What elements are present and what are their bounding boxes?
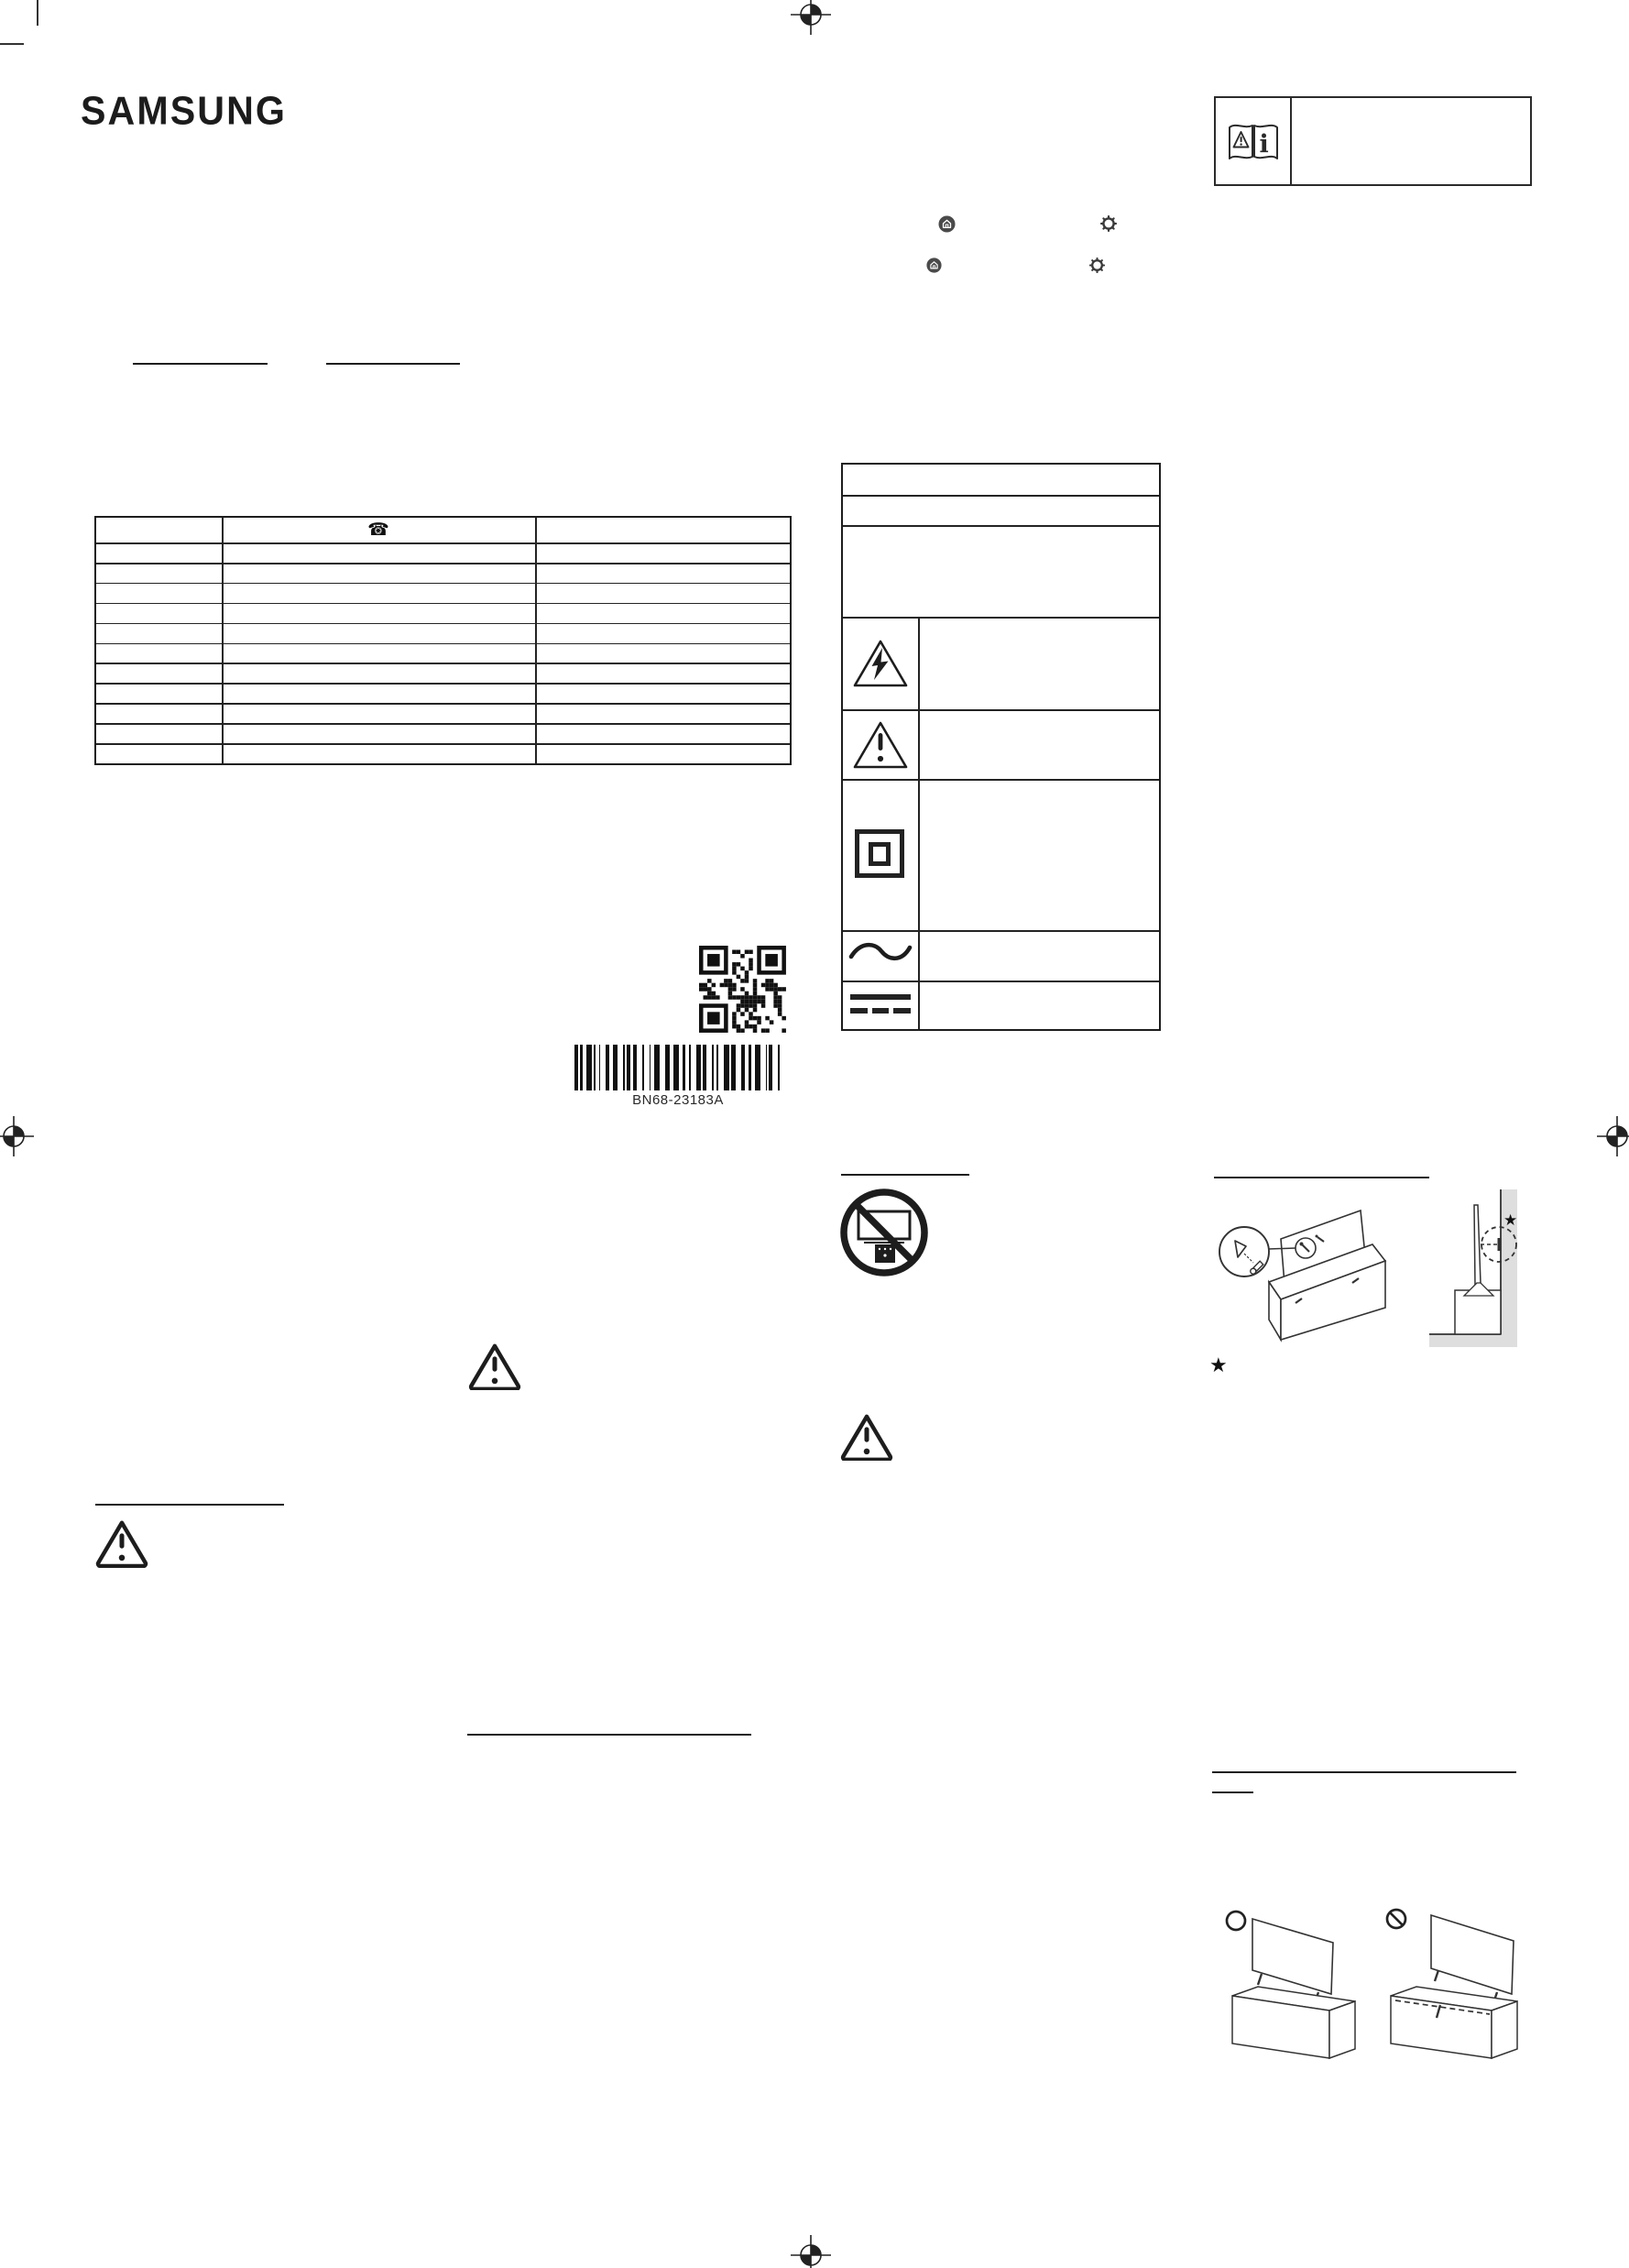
crop-mark <box>37 0 38 26</box>
crop-mark <box>0 43 24 45</box>
table-column-line <box>918 617 920 1029</box>
contact-table <box>94 516 792 765</box>
anchor-note-marker: ★ <box>1209 1353 1228 1376</box>
settings-gear-icon <box>1088 257 1106 274</box>
correct-circle-icon <box>1227 1912 1245 1930</box>
dc-voltage-icon <box>850 1008 911 1013</box>
svg-text:i: i <box>1259 130 1269 159</box>
tv-anchor-kit-illustration <box>1217 1191 1391 1342</box>
registration-mark-icon <box>789 2233 833 2268</box>
table-column-line <box>222 518 224 763</box>
registration-mark-icon <box>789 0 833 37</box>
consult-instruction-manual-icon <box>1226 120 1281 164</box>
ac-voltage-icon <box>848 942 913 964</box>
tv-placement-incorrect-illustration <box>1382 1904 1528 2060</box>
warning-triangle-icon <box>468 1342 521 1390</box>
high-voltage-warning-icon <box>852 638 909 689</box>
underlined-link <box>133 363 268 365</box>
section-underline <box>467 1734 751 1736</box>
prohibited-icon <box>1387 1910 1405 1928</box>
section-underline <box>1212 1791 1253 1793</box>
manual-notice-box <box>1214 96 1532 186</box>
section-underline <box>1214 1177 1429 1178</box>
tv-placement-correct-illustration <box>1221 1906 1361 2060</box>
tv-wall-anchor-illustration <box>1422 1182 1523 1356</box>
settings-gear-icon <box>1099 214 1118 233</box>
underlined-link <box>326 363 460 365</box>
home-button-icon <box>938 215 956 233</box>
samsung-logo: SAMSUNG <box>81 89 288 134</box>
barcode <box>574 1045 782 1090</box>
box-divider <box>1290 98 1292 184</box>
qr-code <box>699 946 786 1033</box>
warning-triangle-icon <box>95 1517 148 1568</box>
class-ii-double-insulation-icon <box>855 829 904 878</box>
section-underline <box>95 1504 284 1506</box>
table-column-line <box>535 518 537 763</box>
caution-warning-icon <box>852 719 909 771</box>
section-underline <box>841 1174 969 1176</box>
no-tv-on-dresser-icon <box>838 1186 930 1279</box>
symbols-table <box>841 463 1161 1031</box>
warning-triangle-icon <box>840 1412 893 1461</box>
wall-star-marker: ★ <box>1503 1211 1518 1229</box>
registration-mark-icon <box>0 1114 36 1158</box>
registration-mark-icon <box>1595 1114 1629 1158</box>
telephone-icon: ☎ <box>367 520 389 540</box>
section-underline <box>1212 1771 1516 1773</box>
dc-voltage-icon <box>850 994 911 1000</box>
part-number: BN68-23183A <box>632 1092 724 1108</box>
home-button-icon <box>926 257 942 273</box>
